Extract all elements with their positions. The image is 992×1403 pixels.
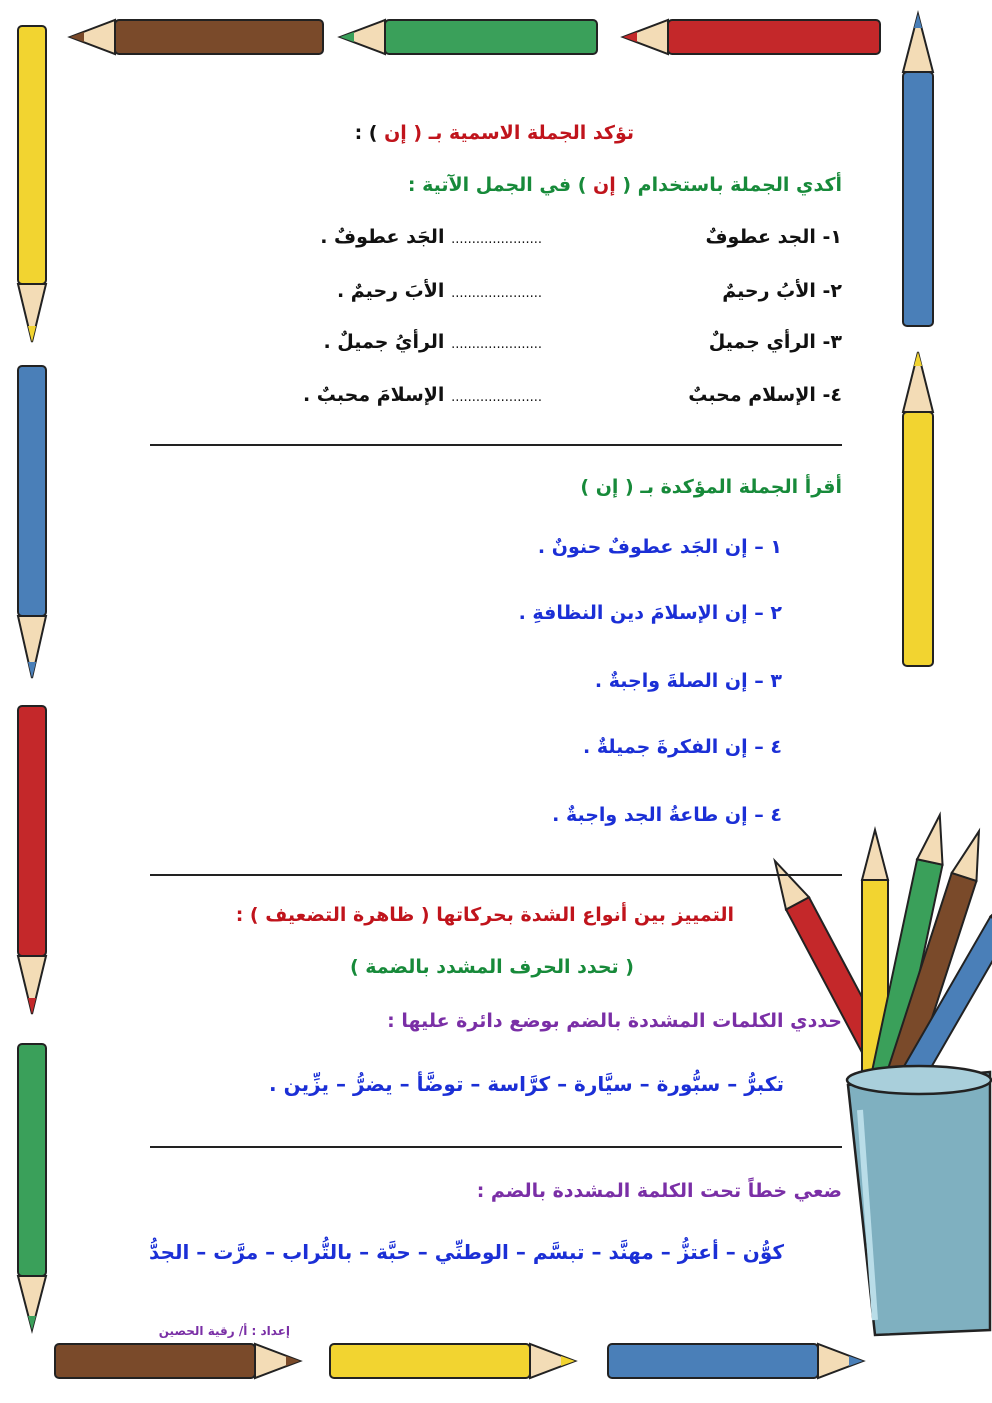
- section1-title-inna: إن: [384, 122, 407, 144]
- answer-blank: ......................: [451, 337, 542, 352]
- pencil-left-red: [18, 706, 46, 1014]
- section4-instruction: ضعي خطاً تحت الكلمة المشددة بالضم :: [476, 1180, 842, 1202]
- answer-blank: ......................: [451, 286, 542, 301]
- pencil-left-green: [18, 1044, 46, 1330]
- exercise1-question-2: ٢- الأبُ رحيمٌ: [722, 280, 842, 302]
- pencil-top-red: [623, 20, 880, 54]
- section3-title: التمييز بين أنواع الشدة بحركاتها ( ظاهرة التضعيف ) :: [235, 904, 734, 926]
- section1-title: [355, 122, 634, 144]
- pencil-right-yellow: [903, 352, 933, 666]
- pencil-bottom-brown: [55, 1344, 300, 1378]
- pencil-left-yellow: [18, 26, 46, 342]
- pencil-left-blue: [18, 366, 46, 678]
- answer-blank: ......................: [451, 390, 542, 405]
- section1-instruction-part1: أكدي الجملة باستخدام (: [615, 174, 842, 196]
- pencil-right-blue: [903, 14, 933, 326]
- sentence-4: ٤ – إن الفكرةَ جميلةٌ .: [582, 736, 782, 758]
- section-divider-3: [150, 1146, 842, 1148]
- author-credit: إعداد : أ/ رقية الحصين: [158, 1324, 290, 1338]
- exercise1-answer-3: [323, 331, 542, 353]
- section2-title: أقرأ الجملة المؤكدة بـ ( إن ): [580, 476, 842, 498]
- pencil-top-brown: [70, 20, 323, 54]
- sentence-5: ٤ – إن طاعةُ الجد واجبةٌ .: [552, 804, 782, 826]
- section1-instruction-inna: إن: [593, 174, 616, 196]
- exercise1-question-3: ٣- الرأي جميلٌ: [708, 331, 842, 353]
- sentence-2: ٢ – إن الإسلامَ دين النظافةِ .: [518, 602, 782, 624]
- section1-instruction: [408, 174, 842, 196]
- answer-text: الرأيُ جميلٌ .: [323, 331, 445, 353]
- section4-words: كوُّن – أعتزُّ – مهنَّد – تبسَّم – الوطنِّي – حبَّة – بالتُّراب – مرَّت – الجدُّ: [149, 1240, 784, 1264]
- answer-text: الجَد عطوفٌ .: [320, 226, 445, 248]
- section1-title-part1: تؤكد الجملة الاسمية بـ (: [406, 122, 634, 144]
- section3-subtitle: ( تحدد الحرف المشدد بالضمة ): [349, 956, 634, 978]
- exercise1-question-1: ١- الجد عطوفٌ: [705, 226, 842, 248]
- section3-words: تكبرُّ – سبُّورة – سيَّارة – كرَّاسة – توضَّأ – يضرُّ – يزِّين .: [269, 1072, 784, 1096]
- answer-text: الإسلامَ محببٌ .: [302, 384, 445, 406]
- sentence-1: ١ – إن الجَد عطوفٌ حنونٌ .: [537, 536, 782, 558]
- section1-title-part2: ) :: [354, 122, 385, 144]
- section-divider-1: [150, 444, 842, 446]
- exercise1-question-4: ٤- الإسلام محببٌ: [688, 384, 842, 406]
- section1-instruction-part2: ) في الجمل الآتية :: [407, 174, 593, 196]
- sentence-3: ٣ – إن الصلةَ واجبةٌ .: [594, 670, 782, 692]
- exercise1-answer-4: [303, 384, 542, 406]
- pencil-top-green: [340, 20, 597, 54]
- section3-instruction: حددي الكلمات المشددة بالضم بوضع دائرة عليها :: [387, 1010, 842, 1032]
- answer-blank: ......................: [451, 232, 542, 247]
- exercise1-answer-2: [337, 280, 542, 302]
- answer-text: الأبَ رحيمٌ .: [336, 280, 445, 302]
- pencil-bottom-blue: [608, 1344, 863, 1378]
- exercise1-answer-1: [320, 226, 542, 248]
- pencil-bottom-yellow: [330, 1344, 575, 1378]
- pencil-cup-illustration: [763, 812, 992, 1335]
- section-divider-2: [150, 874, 842, 876]
